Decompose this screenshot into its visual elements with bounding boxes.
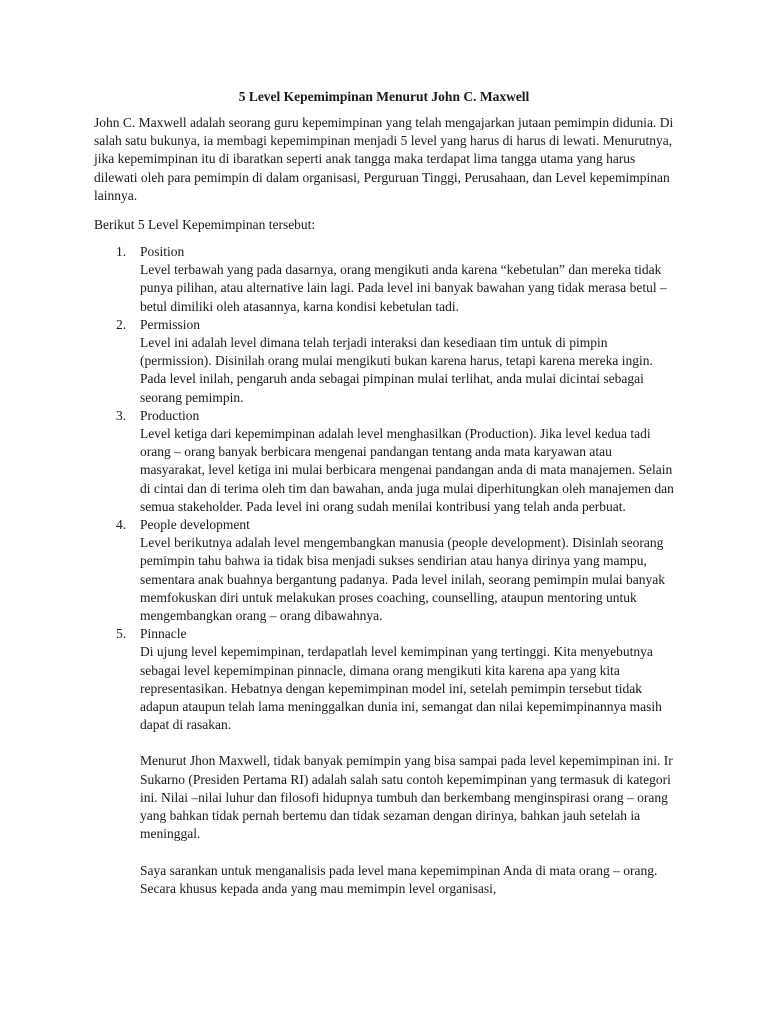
maxwell-opinion-paragraph: Menurut Jhon Maxwell, tidak banyak pemimpin yang bisa sampai pada level kepemimpinan ini. Ir Sukarno (Presiden Pertama RI) adalah salah satu contoh kepemimpinan yang termasuk di kategori ini. Nilai –nilai luhur dan filosofi hidupnya tumbuh dan berkembang menginspirasi orang – orang yang bahkan tidak pernah bertemu dan tidak sezaman dengan dirinya, bahkan jauh setelah ia meninggal. [140, 753, 673, 842]
level-description: Level ini adalah level dimana telah terjadi interaksi dan kesediaan tim untuk di pimpin (permission). Disinilah orang mulai mengikuti bukan karena harus, tetapi karena mereka ingin. Pada level inilah, pengaruh anda sebagai pimpinan mulai terlihat, anda mulai dicintai sebagai seorang pemimpin. [140, 335, 653, 405]
recommendation-paragraph: Saya sarankan untuk menganalisis pada level mana kepemimpinan Anda di mata orang – orang. Secara khusus kepada anda yang mau memimpin level organisasi, [140, 862, 658, 896]
level-heading: Permission [140, 316, 201, 332]
list-item-level-4 [0, 516, 675, 625]
list-number: 5. [116, 626, 127, 642]
level-heading: People development [140, 517, 250, 533]
list-number: 4. [116, 517, 127, 533]
list-item-level-5 [0, 625, 675, 898]
list-lead-text: Berikut 5 Level Kepemimpinan tersebut: [94, 217, 316, 232]
level-description: Level berikutnya adalah level mengembangkan manusia (people development). Disinlah seorang pemimpin tahu bahwa ia tidak bisa menjadi sukses sendirian atau hanya dirinya yang mampu, sementara anak buahnya bergantung padanya. Pada level inilah, seorang pemimpin mulai banyak memfokuskan diri untuk melakukan proses coaching, counselling, ataupun mentoring untuk mengembangkan orang – orang dibawahnya. [140, 535, 665, 624]
list-item-level-3 [0, 407, 675, 516]
level-description: Level ketiga dari kepemimpinan adalah level menghasilkan (Production). Jika level kedua tadi orang – orang banyak berbicara mengenai pandangan tentang anda mata karyawan atau masyarakat, level ketiga ini mulai berbicara mengenai pandangan anda di mata manajemen. Selain di cintai dan di terima oleh tim dan bawahan, anda juga mulai diperhitungkan oleh manajemen dan semua stakeholder. Pada level ini orang sudah menilai kontribusi yang telah anda perbuat. [140, 426, 674, 514]
level-heading: Production [140, 407, 200, 423]
levels-list [0, 243, 768, 898]
list-item-level-2 [0, 316, 675, 407]
list-item-level-1 [0, 243, 675, 316]
level-description: Di ujung level kepemimpinan, terdapatlah level kemimpinan yang tertinggi. Kita menyebutnya sebagai level kepemimpinan pinnacle, dimana orang mengikuti kita karena apa yang kita representasikan. Hebatnya dengan kepemimpinan model ini, setelah pemimpin tersebut tidak adapun ataupun telah lama meninggalkan dunia ini, semangat dan nilai kepemimpinannya masih dapat di rasakan. [140, 644, 662, 733]
document-title: 5 Level Kepemimpinan Menurut John C. Maxwell [238, 89, 530, 104]
level-description: Level terbawah yang pada dasarnya, orang mengikuti anda karena “kebetulan” dan mereka tidak punya pilihan, atau alternative lain lagi. Pada level ini banyak bawahan yang tidak merasa betul – betul dimiliki oleh atasannya, karna kondisi kebetulan tadi. [140, 262, 667, 314]
list-number: 1. [116, 244, 127, 259]
level-heading: Pinnacle [140, 626, 187, 642]
intro-paragraph: John C. Maxwell adalah seorang guru kepemimpinan yang telah mengajarkan jutaan pemimpin didunia. Di salah satu bukunya, ia membagi kepemimpinan menjadi 5 level yang harus di harus di lewati. Menurutnya, jika kepemimpinan itu di ibaratkan seperti anak tangga maka terdapat lima tangga utama yang harus dilewati oleh para pemimpin di dalam organisasi, Perguruan Tinggi, Perusahaan, dan Level kepemimpinan lainnya. [94, 115, 674, 203]
list-number: 3. [116, 407, 127, 423]
list-number: 2. [116, 316, 127, 332]
level-heading: Position [140, 244, 185, 259]
